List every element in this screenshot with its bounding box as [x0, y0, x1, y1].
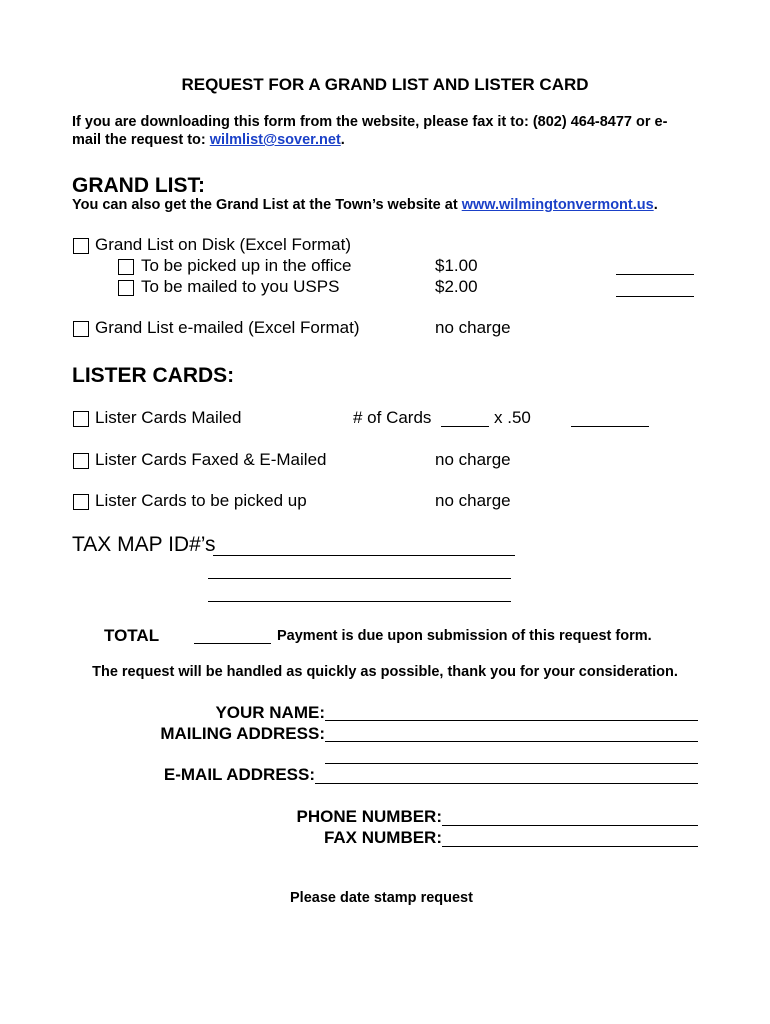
lister-cards-pickup-price: no charge: [435, 491, 511, 510]
email-address-label: E-MAIL ADDRESS:: [163, 765, 315, 784]
payment-note: Payment is due upon submission of this request form.: [277, 628, 652, 644]
website-note-suffix: .: [653, 197, 658, 213]
cards-count-label: # of Cards: [353, 408, 432, 427]
intro-line-2: [72, 132, 345, 148]
total-amount-line[interactable]: [194, 643, 271, 644]
page-title: REQUEST FOR A GRAND LIST AND LISTER CARD: [181, 75, 589, 94]
cards-rate: x .50: [494, 408, 531, 427]
grand-list-disk-checkbox[interactable]: [73, 238, 89, 254]
website-link[interactable]: www.wilmingtonvermont.us: [461, 197, 654, 213]
mailed-usps-amount-line[interactable]: [616, 296, 694, 297]
tax-map-label: TAX MAP ID#’s: [72, 533, 216, 556]
total-label: TOTAL: [104, 626, 160, 645]
mailed-usps-label: To be mailed to you USPS: [141, 277, 340, 296]
your-name-line[interactable]: [325, 720, 698, 721]
phone-number-label: PHONE NUMBER:: [296, 807, 442, 826]
mailed-usps-checkbox[interactable]: [118, 280, 134, 296]
tax-map-line-1[interactable]: [213, 555, 515, 556]
mailing-address-line-2[interactable]: [325, 763, 698, 764]
email-address-line[interactable]: [315, 783, 698, 784]
grand-list-heading: GRAND LIST:: [72, 174, 205, 197]
intro-line-2-suffix: .: [340, 132, 345, 148]
pickup-office-price: $1.00: [435, 256, 478, 275]
fax-number-label: FAX NUMBER:: [323, 828, 442, 847]
phone-number-line[interactable]: [442, 825, 698, 826]
grand-list-emailed-checkbox[interactable]: [73, 321, 89, 337]
handled-note: The request will be handled as quickly as possible, thank you for your consideration.: [92, 664, 678, 680]
lister-cards-heading: LISTER CARDS:: [72, 364, 235, 387]
website-note-prefix: You can also get the Grand List at the Town’s website at: [72, 197, 462, 213]
mailing-address-label: MAILING ADDRESS:: [160, 724, 325, 743]
lister-cards-mailed-checkbox[interactable]: [73, 411, 89, 427]
lister-cards-faxed-checkbox[interactable]: [73, 453, 89, 469]
pickup-office-label: To be picked up in the office: [141, 256, 352, 275]
lister-cards-amount-line[interactable]: [571, 426, 649, 427]
mailing-address-line-1[interactable]: [325, 741, 698, 742]
pickup-office-checkbox[interactable]: [118, 259, 134, 275]
your-name-label: YOUR NAME:: [215, 703, 325, 722]
lister-cards-pickup-label: Lister Cards to be picked up: [95, 491, 307, 510]
grand-list-emailed-price: no charge: [435, 318, 511, 337]
date-stamp-note: Please date stamp request: [290, 890, 473, 906]
tax-map-line-3[interactable]: [208, 601, 511, 602]
email-link[interactable]: wilmlist@sover.net: [209, 132, 341, 148]
grand-list-website-note: [72, 197, 658, 213]
lister-cards-faxed-price: no charge: [435, 450, 511, 469]
lister-cards-pickup-checkbox[interactable]: [73, 494, 89, 510]
intro-line-2-prefix: mail the request to:: [72, 132, 210, 148]
fax-number-line[interactable]: [442, 846, 698, 847]
grand-list-emailed-label: Grand List e-mailed (Excel Format): [95, 318, 360, 337]
tax-map-line-2[interactable]: [208, 578, 511, 579]
lister-cards-faxed-label: Lister Cards Faxed & E-Mailed: [95, 450, 327, 469]
mailed-usps-price: $2.00: [435, 277, 478, 296]
lister-cards-mailed-label: Lister Cards Mailed: [95, 408, 242, 427]
cards-count-line[interactable]: [441, 426, 489, 427]
grand-list-disk-label: Grand List on Disk (Excel Format): [95, 235, 352, 254]
pickup-office-amount-line[interactable]: [616, 274, 694, 275]
intro-line-1: If you are downloading this form from the website, please fax it to: (802) 464-8477 or e-: [72, 114, 668, 130]
